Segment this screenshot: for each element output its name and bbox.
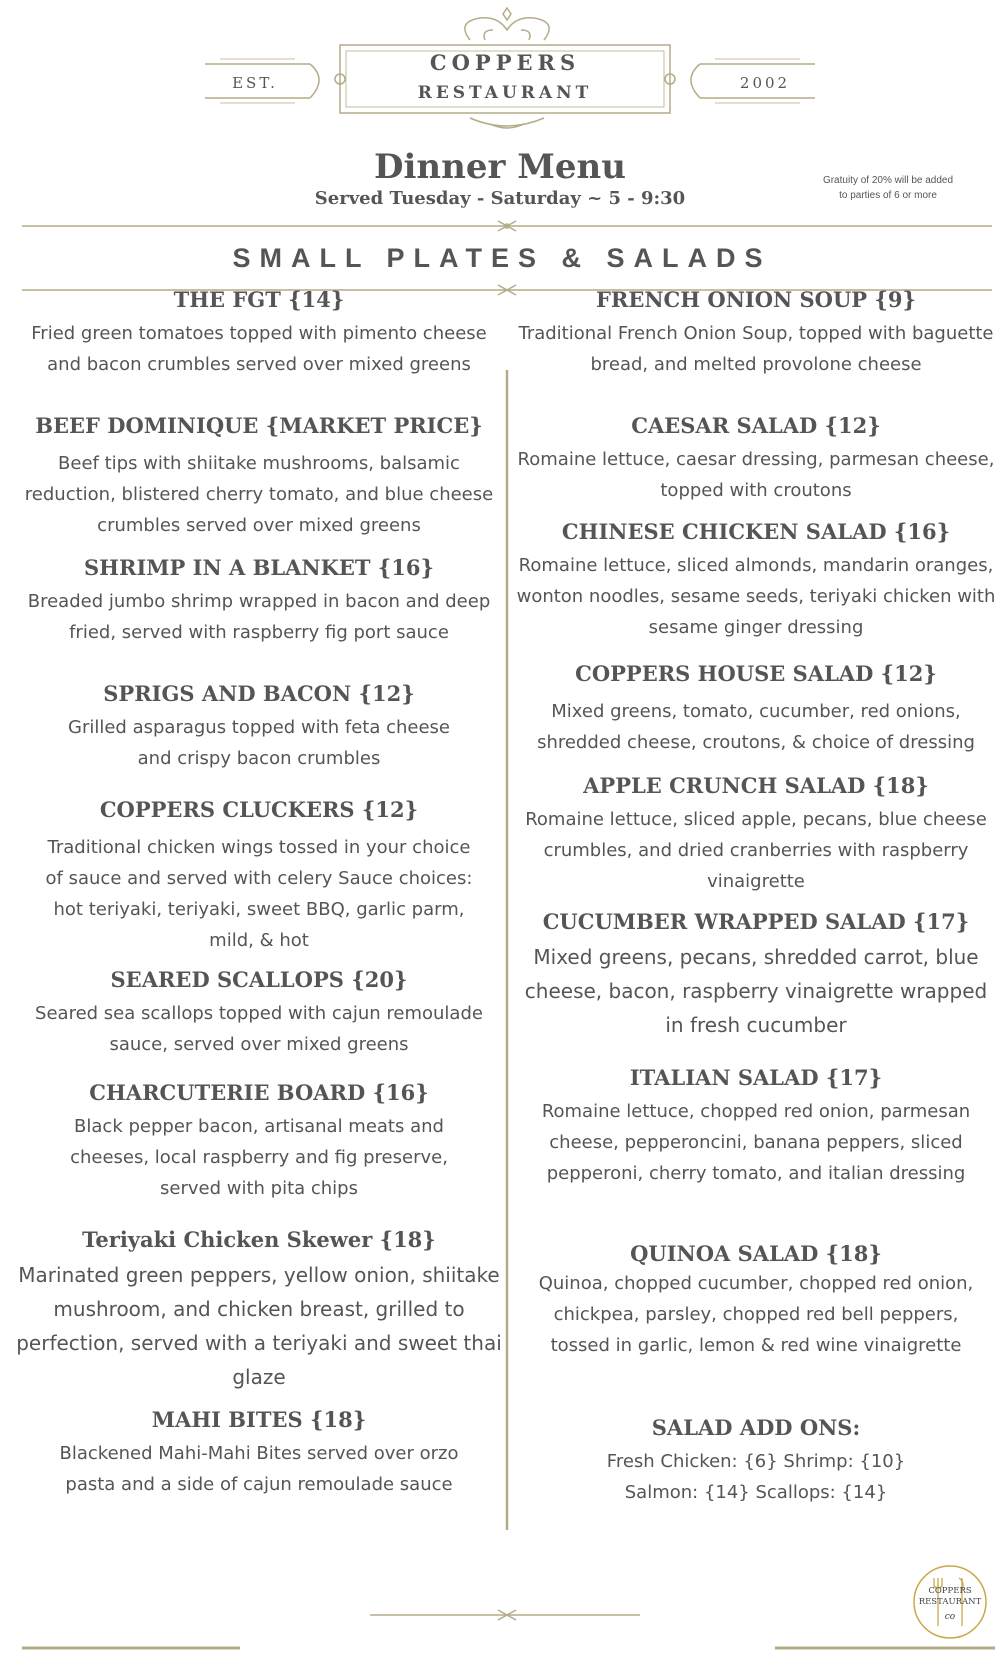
menu-item — [16, 966, 502, 1060]
menu-item — [514, 412, 998, 506]
menu-item — [514, 1240, 998, 1361]
menu-item — [514, 772, 998, 897]
menu-item — [514, 518, 998, 643]
menu-item-name: CAESAR SALAD {12} — [631, 413, 881, 438]
salad-add-ons — [514, 1414, 998, 1508]
menu-item — [514, 286, 998, 380]
menu-item-name: SEARED SCALLOPS {20} — [110, 967, 408, 992]
menu-item-name: BEEF DOMINIQUE {MARKET PRICE} — [35, 413, 483, 438]
menu-item — [16, 1079, 502, 1204]
menu-item — [16, 1406, 502, 1500]
menu-item-description: Romaine lettuce, chopped red onion, parmesan cheese, pepperoncini, banana peppers, sliced pepperoni, cherry tomato, and italian dressing — [541, 1101, 971, 1184]
section-title: SMALL PLATES & SALADS — [232, 243, 772, 273]
menu-item-name: SHRIMP IN A BLANKET {16} — [84, 555, 434, 580]
menu-item-description: Mixed greens, pecans, shredded carrot, blue cheese, bacon, raspberry vinaigrette wrapped in fresh cucumber — [524, 945, 988, 1037]
menu-item-name: CHARCUTERIE BOARD {16} — [89, 1080, 429, 1105]
menu-item — [16, 554, 502, 648]
brand-name-line1: COPPERS — [429, 50, 581, 75]
menu-item-description: Blackened Mahi-Mahi Bites served over orzo pasta and a side of cajun remoulade sauce — [59, 1443, 459, 1495]
menu-item — [16, 680, 502, 774]
menu-item-name: THE FGT {14} — [173, 287, 345, 312]
menu-item — [16, 412, 502, 541]
menu-item-description: Traditional French Onion Soup, topped with baguette bread, and melted provolone cheese — [518, 323, 994, 375]
menu-item-description: Traditional chicken wings tossed in your choice of sauce and served with celery Sauce choices: hot teriyaki, teriyaki, sweet BBQ, garlic parm, mild, & hot — [45, 837, 473, 951]
logo-initials: co — [944, 1612, 956, 1622]
menu-item-description: Breaded jumbo shrimp wrapped in bacon and deep fried, served with raspberry fig port sauce — [27, 591, 491, 643]
menu-item — [514, 660, 998, 758]
menu-item-description: Romaine lettuce, sliced apple, pecans, blue cheese crumbles, and dried cranberries with raspberry vinaigrette — [525, 809, 987, 892]
menu-item-description: Black pepper bacon, artisanal meats and cheeses, local raspberry and fig preserve, served with pita chips — [70, 1116, 448, 1199]
menu-item-name: FRENCH ONION SOUP {9} — [595, 287, 917, 312]
menu-item-description: Romaine lettuce, sliced almonds, mandarin oranges, wonton noodles, sesame seeds, teriyaki chicken with sesame ginger dressing — [516, 555, 996, 638]
addons-title: SALAD ADD ONS: — [651, 1415, 861, 1440]
menu-item — [16, 286, 502, 380]
menu-item-name: Teriyaki Chicken Skewer {18} — [82, 1227, 436, 1252]
menu-item-description: Fried green tomatoes topped with pimento cheese and bacon crumbles served over mixed greens — [31, 323, 487, 375]
menu-subtitle: Served Tuesday - Saturday ~ 5 - 9:30 — [314, 188, 686, 209]
menu-item-description: Marinated green peppers, yellow onion, shiitake mushroom, and chicken breast, grilled to perfection, served with a teriyaki and sweet thai glaze — [16, 1263, 502, 1389]
menu-item — [16, 1226, 502, 1394]
menu-item-name: CUCUMBER WRAPPED SALAD {17} — [542, 909, 970, 934]
menu-item-name: SPRIGS AND BACON {12} — [103, 681, 415, 706]
menu-item — [514, 1064, 998, 1189]
menu-item-description: Grilled asparagus topped with feta cheese and crispy bacon crumbles — [68, 717, 450, 769]
menu-item — [16, 796, 502, 956]
logo-line-2: RESTAURANT — [918, 1597, 982, 1607]
logo-line-1: COPPERS — [928, 1586, 972, 1596]
menu-title: Dinner Menu — [374, 147, 626, 187]
menu-item-name: APPLE CRUNCH SALAD {18} — [583, 773, 929, 798]
menu-item-description: Beef tips with shiitake mushrooms, balsamic reduction, blistered cherry tomato, and blue cheese crumbles served over mixed greens — [24, 453, 494, 536]
restaurant-logo — [912, 1564, 988, 1640]
menu-item-description: Seared sea scallops topped with cajun remoulade sauce, served over mixed greens — [35, 1003, 483, 1055]
menu-item — [514, 908, 998, 1042]
gratuity-note: Gratuity of 20% will be added to parties of 6 or more — [822, 175, 954, 201]
menu-item-description: Romaine lettuce, caesar dressing, parmesan cheese, topped with croutons — [517, 449, 995, 501]
menu-item-name: QUINOA SALAD {18} — [630, 1241, 882, 1266]
established-year: 2002 — [739, 74, 791, 92]
menu-item-name: MAHI BITES {18} — [151, 1407, 367, 1432]
addons-line-2: Salmon: {14} Scallops: {14} — [624, 1482, 888, 1503]
established-label: EST. — [232, 74, 278, 92]
menu-item-name: CHINESE CHICKEN SALAD {16} — [561, 519, 951, 544]
brand-name-line2: RESTAURANT — [417, 83, 593, 103]
menu-item-name: COPPERS CLUCKERS {12} — [99, 797, 419, 822]
menu-item-name: ITALIAN SALAD {17} — [629, 1065, 883, 1090]
menu-item-name: COPPERS HOUSE SALAD {12} — [575, 661, 937, 686]
menu-item-description: Mixed greens, tomato, cucumber, red onions, shredded cheese, croutons, & choice of dressing — [537, 701, 975, 753]
menu-item-description: Quinoa, chopped cucumber, chopped red onion, chickpea, parsley, chopped red bell peppers, tossed in garlic, lemon & red wine vinaigrette — [538, 1273, 974, 1356]
addons-line-1: Fresh Chicken: {6} Shrimp: {10} — [606, 1451, 906, 1472]
